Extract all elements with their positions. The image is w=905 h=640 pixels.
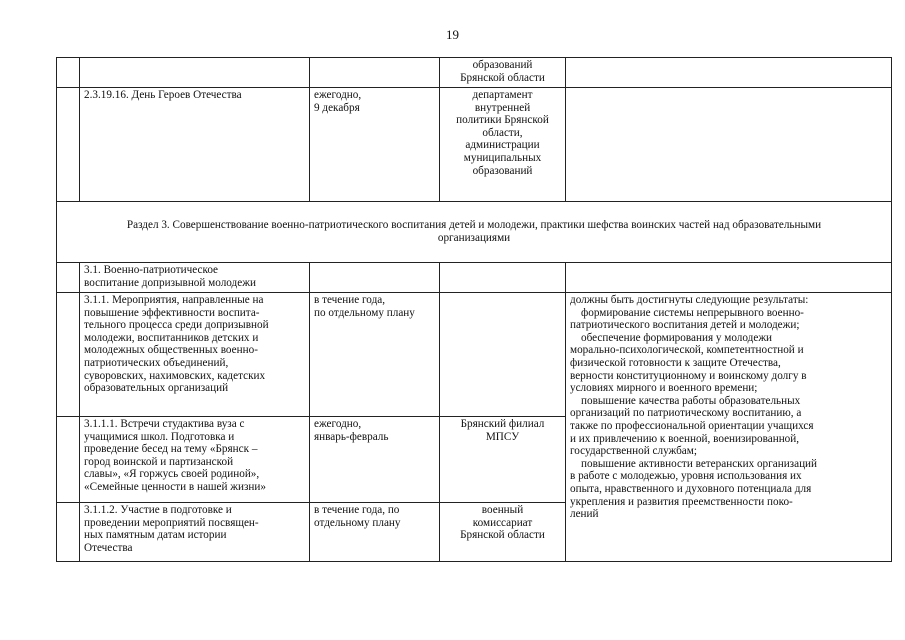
table-row <box>57 88 892 202</box>
event-cell: 3.1.1.1. Встречи студактива вуза с учащимися школ. Подготовка и проведение бесед на тему «Брянск – город воинской и партизанской славы», «Я горжусь своей родиной», «Семейные ценности в нашей жизни» <box>80 417 310 503</box>
row-number-cell <box>57 263 80 293</box>
executor-cell: Брянский филиал МПСУ <box>440 417 566 503</box>
term-cell: ежегодно, январь-февраль <box>310 417 440 503</box>
section-heading: Раздел 3. Совершенствование военно-патриотического воспитания детей и молодежи, практики шефства воинских частей над образовательными организациями <box>57 202 892 263</box>
result-cell <box>566 263 892 293</box>
row-number-cell <box>57 88 80 202</box>
page-number: 19 <box>446 27 459 42</box>
results-intro: должны быть достигнуты следующие результаты: <box>570 294 809 306</box>
term-cell: в течение года, по отдельному плану <box>310 503 440 562</box>
event-cell: 2.3.19.16. День Героев Отечества <box>80 88 310 202</box>
result-item: формирование системы непрерывного военно- патриотического воспитания детей и молодежи; <box>570 306 804 332</box>
event-cell: 3.1.1. Мероприятия, направленные на повышение эффективности воспита- тельного процесса среди допризывной молодежи, воспитанников детских и молодежных общественных военно- патриотических объединений, суворовских, нахимовских, кадетских образовательных организаций <box>80 293 310 417</box>
table-row <box>57 58 892 88</box>
executor-cell: департамент внутренней политики Брянской области, администрации муниципальных образований <box>440 88 566 202</box>
term-cell: в течение года, по отдельному плану <box>310 293 440 417</box>
table-row <box>57 293 892 417</box>
executor-cell: образований Брянской области <box>440 58 566 88</box>
term-cell: ежегодно, 9 декабря <box>310 88 440 202</box>
event-cell: 3.1.1.2. Участие в подготовке и проведении мероприятий посвящен- ных памятным датам истории Отечества <box>80 503 310 562</box>
plan-table <box>56 57 892 562</box>
result-cell <box>566 88 892 202</box>
executor-cell <box>440 263 566 293</box>
executor-cell: военный комиссариат Брянской области <box>440 503 566 562</box>
result-item: обеспечение формирования у молодежи морально-психологической, компетентностной и физической готовности к защите Отечества, верности конституционному и воинскому долгу в условиях мирного и военного времени; <box>570 331 807 395</box>
result-cell <box>566 58 892 88</box>
result-item: повышение активности ветеранских организаций в работе с молодежью, уровня использования их опыта, нравственного и духовного потенциала для укрепления и развития преемственности поко- лений <box>570 457 818 521</box>
term-cell <box>310 263 440 293</box>
result-item: повышение качества работы образовательных организаций по патриотическому воспитанию, а также по профессиональной ориентации учащихся и их привлечению к военной, военизированной, государственной службам; <box>570 394 814 458</box>
results-cell <box>566 293 892 562</box>
term-cell <box>310 58 440 88</box>
row-number-cell <box>57 293 80 417</box>
table-row <box>57 263 892 293</box>
row-number-cell <box>57 58 80 88</box>
row-number-cell <box>57 503 80 562</box>
row-number-cell <box>57 417 80 503</box>
executor-cell <box>440 293 566 417</box>
event-cell <box>80 58 310 88</box>
section-row <box>57 202 892 263</box>
event-cell: 3.1. Военно-патриотическое воспитание допризывной молодежи <box>80 263 310 293</box>
